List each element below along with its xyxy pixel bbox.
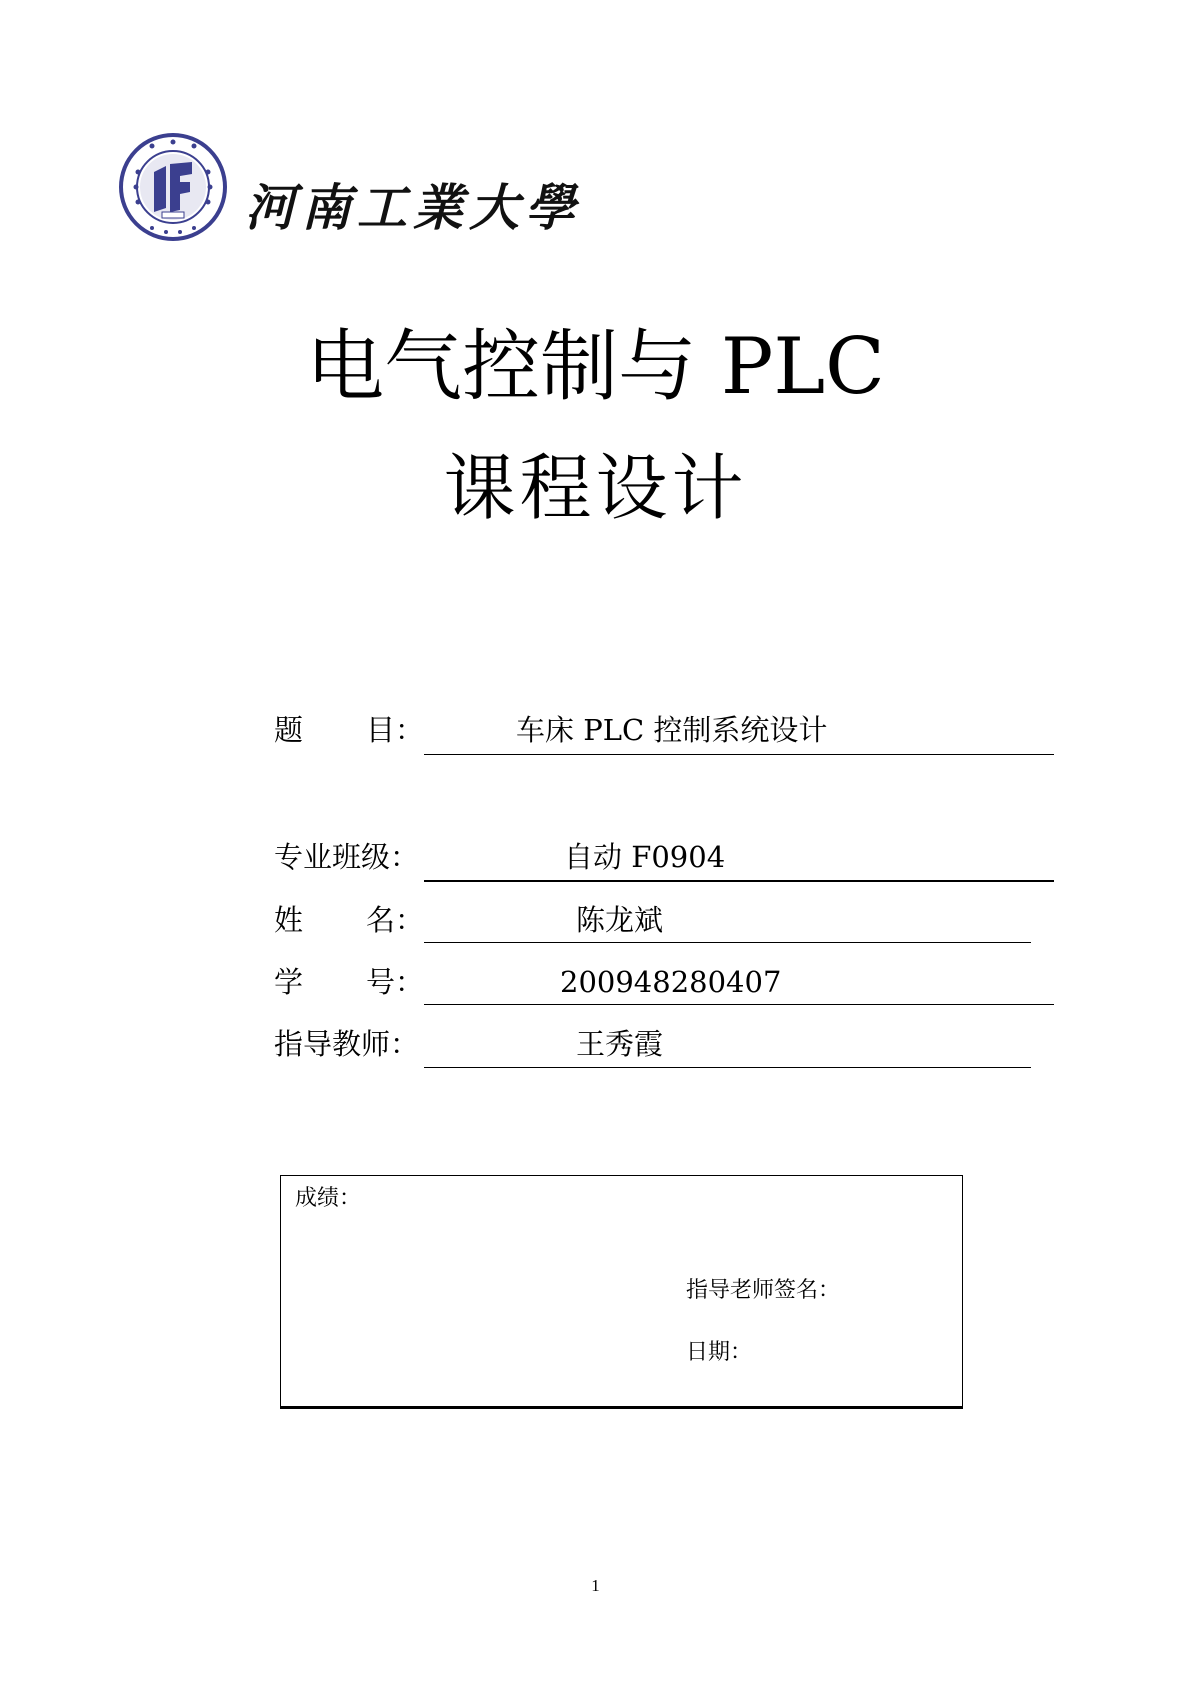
grade-label: 成绩：	[295, 1186, 362, 1211]
student-id-value: 200948280407	[560, 965, 782, 999]
student-id-underline	[424, 1004, 1054, 1005]
topic-label-char-2: 目：	[366, 713, 425, 747]
student-id-label	[274, 965, 425, 999]
class-underline	[424, 880, 1054, 882]
date-label: 日期：	[686, 1340, 753, 1365]
course-subtitle: 课程设计	[443, 446, 748, 530]
advisor-underline	[424, 1067, 1031, 1068]
topic-underline	[424, 754, 1054, 755]
student-id-label-char-2: 号：	[366, 965, 425, 999]
topic-label-char-1: 题	[274, 713, 304, 747]
class-label: 专业班级：	[274, 840, 420, 874]
signature-label: 指导老师签名：	[686, 1278, 841, 1303]
university-wordmark: 河南工業大學	[245, 178, 581, 237]
name-label-char-1: 姓	[274, 903, 304, 937]
topic-value: 车床 PLC 控制系统设计	[516, 713, 828, 747]
advisor-label: 指导教师：	[274, 1027, 420, 1061]
name-value: 陈龙斌	[576, 903, 664, 937]
grade-box	[280, 1175, 963, 1409]
name-underline	[424, 942, 1031, 943]
student-id-label-char-1: 学	[274, 965, 304, 999]
name-label	[274, 903, 425, 937]
advisor-value: 王秀霞	[576, 1027, 664, 1061]
page-number: 1	[591, 1576, 600, 1595]
course-title: 电气控制与 PLC	[306, 322, 885, 412]
name-label-char-2: 名：	[366, 903, 425, 937]
topic-label	[274, 713, 425, 747]
university-seal-logo	[118, 132, 228, 242]
class-value: 自动 F0904	[564, 840, 726, 874]
